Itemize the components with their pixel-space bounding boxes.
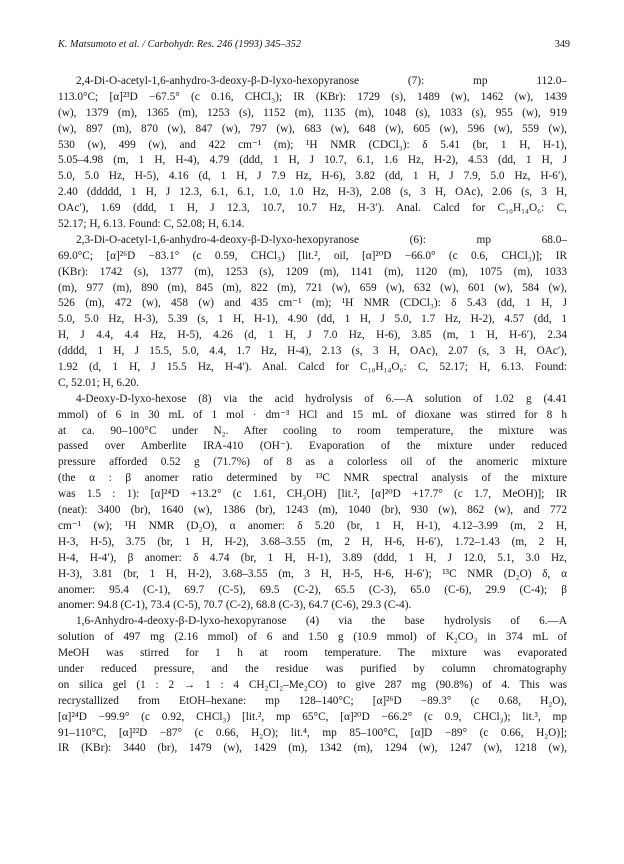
- text-line: 2,4-Di-O-acetyl-1,6-anhydro-3-deoxy-β-D-lyxo-hexopyranose (7): mp 112.0–: [76, 75, 567, 87]
- text-line: anomer: 94.8 (C-1), 73.4 (C-5), 70.7 (C-2), 68.8 (C-3), 64.7 (C-6), 29.3 (C-4).: [58, 599, 412, 612]
- text-line: anomer: 95.4 (C-1), 69.7 (C-5), 69.5 (C-2), 65.5 (C-3), 65.0 (C-6), 29.9 (C-4); β: [58, 583, 567, 596]
- text-line: 4-Deoxy-D-lyxo-hexose (8) via the acid hydrolysis of 6.—A solution of 1.02 g (4.41: [76, 392, 567, 405]
- text-line: 530 (w), 499 (w), and 422 cm⁻¹ (m); ¹H NMR (CDCl₃): δ 5.41 (br, 1 H, H-1),: [58, 138, 567, 151]
- text-line: passed over Amberlite IRA-410 (OH⁻). Evaporation of the mixture under reduced: [58, 440, 567, 453]
- text-line: 1.92 (d, 1 H, J 15.5 Hz, H-4′). Anal. Calcd for C₁₀H₁₄O₆: C, 52.17; H, 6.13. Found:: [58, 361, 567, 374]
- text-line: (the α : β anomer ratio determined by ¹³C NMR spectral analysis of the mixture: [58, 472, 567, 485]
- text-line: 69.0°C; [α]²⁶D −83.1° (c 0.59, CHCl₃) [lit.², oil, [α]²⁰D −66.0° (c 0.6, CHCl₃)]; IR: [58, 249, 567, 262]
- text-line: solution of 497 mg (2.16 mmol) of 6 and 1.50 g (10.9 mmol) of K₂CO₃ in 374 mL of: [58, 631, 567, 644]
- text-line: mmol) of 6 in 30 mL of 1 mol · dm⁻³ HCl and 15 mL of dioxane was stirred for 8 h: [58, 408, 567, 421]
- text-line: was 1.5 : 1): [α]²⁴D +13.2° (c 1.61, CH₃OH) [lit.², [α]²⁰D +17.7° (c 1.7, MeOH)]; IR: [58, 488, 567, 501]
- text-line: H-3, H-5), 3.75 (br, 1 H, H-2), 3.68–3.55 (m, 2 H, H-6, H-6′), 1.72–1.43 (m, 2 H,: [58, 535, 567, 548]
- text-line: at ca. 90–100°C under N₂. After cooling to room temperature, the mixture was: [58, 424, 567, 437]
- text-line: (neat): 3400 (br), 1640 (w), 1386 (br), 1243 (m), 1040 (br), 930 (w), 862 (w), and 772: [58, 504, 567, 517]
- text-line: 2.40 (ddddd, 1 H, J 12.3, 6.1, 6.1, 1.0, 1.0 Hz, H-3), 2.08 (s, 3 H, OAc), 2.06 (s, 3 H,: [58, 186, 567, 199]
- text-line: 5.0, 5.0 Hz, H-3), 5.39 (s, 1 H, H-1), 4.90 (dd, 1 H, J 5.0, 1.7 Hz, H-2), 4.57 (dd, 1: [58, 313, 567, 326]
- text-line: (m), 977 (m), 890 (m), 845 (m), 822 (m), 721 (w), 659 (w), 632 (w), 601 (w), 584 (w),: [58, 281, 567, 294]
- text-line: 91–110°C, [α]²²D −87° (c 0.66, H₂O); lit.⁴, mp 85–100°C, [α]D −89° (c 0.66, H₂O)];: [58, 726, 567, 739]
- text-line: 526 (m), 472 (w), 458 (w) and 435 cm⁻¹ (m); ¹H NMR (CDCl₃): δ 5.43 (dd, 1 H, J: [58, 297, 567, 310]
- text-line: 2,3-Di-O-acetyl-1,6-anhydro-4-deoxy-β-D-lyxo-hexopyranose (6): mp 68.0–: [76, 233, 567, 246]
- text-line: pressure afforded 0.52 g (71.7%) of 8 as a colorless oil of the anomeric mixture: [58, 456, 567, 469]
- text-line: cm⁻¹ (w); ¹H NMR (D₂O), α anomer: δ 5.20 (br, 1 H, H-1), 4.12–3.99 (m, 2 H,: [58, 519, 567, 532]
- text-line: 113.0°C; [α]²³D −67.5° (c 0.16, CHCl₃); IR (KBr): 1729 (s), 1489 (w), 1462 (w), 1439: [58, 90, 567, 103]
- text-line: [α]²⁴D −99.9° (c 0.92, CHCl₃) [lit.², mp 65°C, [α]²⁰D −66.2° (c 0.9, CHCl₃); lit.³, mp: [58, 710, 567, 723]
- text-line: 52.17; H, 6.13. Found: C, 52.08; H, 6.14.: [58, 218, 245, 231]
- text-line: 1,6-Anhydro-4-deoxy-β-D-lyxo-hexopyranose (4) via the base hydrolysis of 6.—A: [76, 615, 567, 628]
- text-line: OAc′), 1.69 (ddd, 1 H, J 12.3, 10.7, 10.7 Hz, H-3′). Anal. Calcd for C₁₀H₁₄O₆: C,: [58, 202, 567, 215]
- text-line: H, J 4.4, 4.4 Hz, H-5), 4.26 (d, 1 H, J 7.0 Hz, H-6), 3.85 (m, 1 H, H-6′), 2.34: [58, 329, 567, 342]
- text-line: H-3), 3.81 (br, 1 H, H-2), 3.68–3.55 (m, 3 H, H-5, H-6, H-6′); ¹³C NMR (D₂O) δ, α: [58, 567, 567, 580]
- page-number: 349: [554, 39, 570, 50]
- text-line: (w), 1379 (m), 1365 (m), 1253 (s), 1152 (m), 1135 (m), 1048 (s), 1033 (s), 955 (w), 919: [58, 106, 567, 119]
- text-line: (KBr): 1742 (s), 1377 (m), 1253 (s), 1209 (m), 1141 (m), 1120 (m), 1075 (m), 1033: [58, 265, 567, 278]
- text-line: IR (KBr): 3440 (br), 1479 (w), 1429 (m), 1342 (m), 1294 (w), 1247 (w), 1218 (w),: [58, 742, 567, 755]
- text-line: under reduced pressure, and the residue was purified by column chromatography: [58, 662, 567, 675]
- text-line: 5.0, 5.0 Hz, H-5), 4.16 (d, 1 H, J 7.9 Hz, H-6), 3.82 (dd, 1 H, J 7.9, 5.0 Hz, H-6′),: [58, 170, 567, 183]
- paragraph-compound-6: [58, 233, 567, 392]
- article-body: [58, 74, 567, 757]
- paragraph-compound-4: [58, 614, 567, 757]
- text-line: MeOH was stirred for 1 h at room temperature. The mixture was evaporated: [58, 647, 567, 660]
- running-head: [58, 39, 570, 50]
- text-line: on silica gel (1 : 2 → 1 : 4 CH₂Cl₂–Me₂CO) to give 287 mg (90.8%) of 4. This was: [58, 678, 567, 691]
- paragraph-compound-7: [58, 74, 567, 233]
- paragraph-compound-8: [58, 392, 567, 614]
- text-line: H-4, H-4′), β anomer: δ 4.74 (br, 1 H, H-1), 3.89 (ddd, 1 H, J 12.0, 5.1, 3.0 Hz,: [58, 551, 567, 564]
- text-line: (dddd, 1 H, J 15.5, 5.0, 4.4, 1.7 Hz, H-4), 2.13 (s, 3 H, OAc), 2.07 (s, 3 H, OAc′),: [58, 345, 567, 358]
- running-head-text: K. Matsumoto et al. / Carbohydr. Res. 246 (1993) 345–352: [58, 39, 302, 50]
- text-line: (w), 897 (m), 870 (w), 847 (w), 797 (w), 683 (w), 648 (w), 605 (w), 596 (w), 559 (w),: [58, 122, 567, 135]
- text-line: 5.05–4.98 (m, 1 H, H-4), 4.79 (ddd, 1 H, J 10.7, 6.1, 1.6 Hz, H-2), 4.53 (dd, 1 H, J: [58, 154, 567, 167]
- text-line: C, 52.01; H, 6.20.: [58, 376, 139, 389]
- text-line: recrystallized from EtOH–hexane: mp 128–140°C; [α]²⁶D −89.3° (c 0.68, H₂O),: [58, 694, 567, 707]
